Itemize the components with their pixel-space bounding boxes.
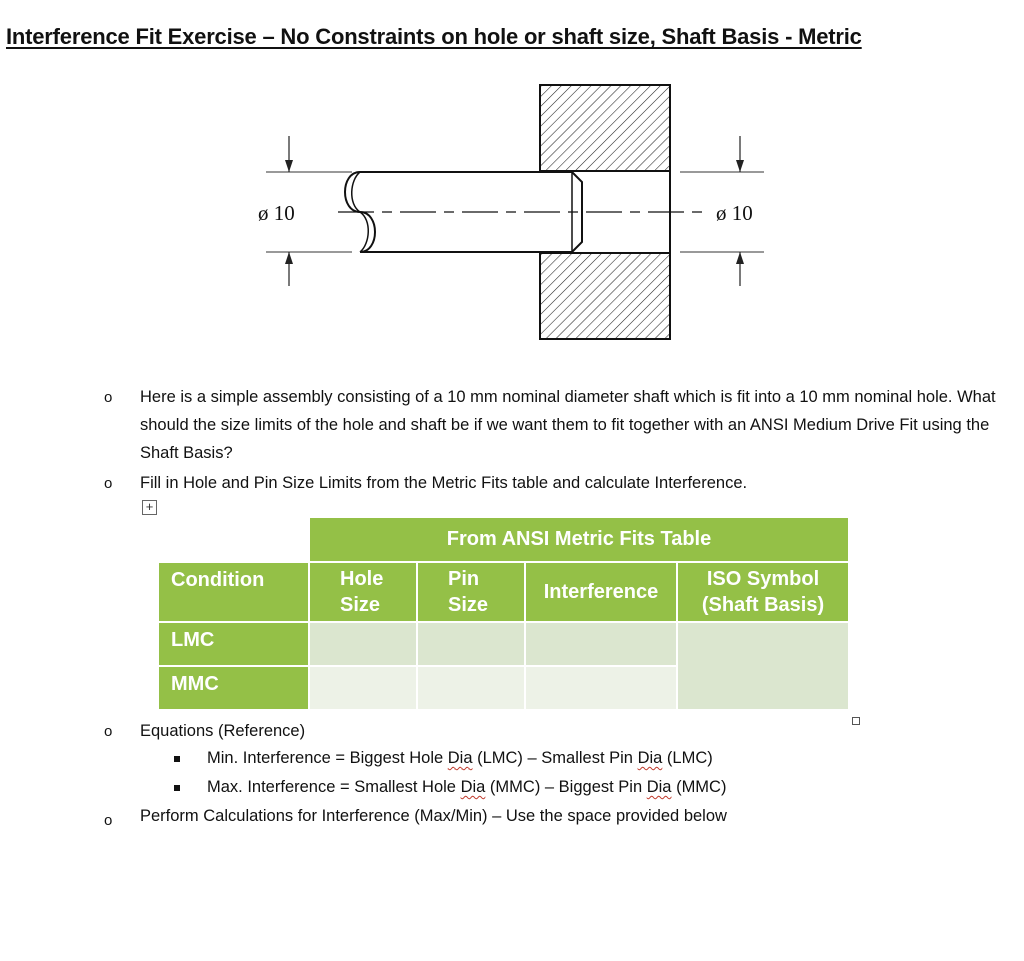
col-pin-label-2: Size (448, 594, 489, 616)
col-hole-label-1: Hole (340, 568, 384, 590)
dim-right-label: ø 10 (716, 201, 753, 225)
col-interference: Interference (526, 563, 676, 621)
bullet-marker: o (104, 389, 113, 406)
bullet-marker: o (104, 723, 113, 740)
col-pin-label-1: Pin (448, 568, 480, 590)
iso-symbol-cell[interactable] (678, 623, 848, 709)
col-iso-symbol (678, 563, 848, 621)
mmc-pin-size-cell[interactable] (418, 667, 524, 709)
shaft-hole-drawing (240, 80, 780, 370)
col-pin-size (418, 563, 524, 621)
square-bullet-icon (174, 756, 180, 762)
col-iso-label-2: (Shaft Basis) (701, 594, 825, 616)
bullet-marker: o (104, 475, 113, 492)
instruction-paragraph: Fill in Hole and Pin Size Limits from the Metric Fits table and calculate Interference. (140, 474, 748, 492)
page-title: Interference Fit Exercise – No Constraints on hole or shaft size, Shaft Basis - Metric (6, 24, 862, 49)
col-hole-size (310, 563, 416, 621)
min-interference-equation: Min. Interference = Biggest Hole Dia (LMC) – Smallest Pin Dia (LMC) (207, 749, 713, 767)
mmc-interference-cell[interactable] (526, 667, 676, 709)
mmc-hole-size-cell[interactable] (310, 667, 416, 709)
lmc-pin-size-cell[interactable] (418, 623, 524, 665)
dim-left-label: ø 10 (258, 201, 295, 225)
lmc-hole-size-cell[interactable] (310, 623, 416, 665)
calculation-instruction: Perform Calculations for Interference (Max/Min) – Use the space provided below (140, 807, 727, 825)
row-label-mmc: MMC (159, 667, 308, 709)
empty-corner-cell (159, 518, 308, 561)
group-header: From ANSI Metric Fits Table (310, 518, 848, 561)
housing-top (540, 85, 670, 171)
max-interference-equation: Max. Interference = Smallest Hole Dia (MMC) – Biggest Pin Dia (MMC) (207, 778, 727, 796)
col-condition: Condition (159, 563, 308, 621)
housing-bottom (540, 253, 670, 339)
fits-table (157, 516, 850, 711)
equations-heading: Equations (Reference) (140, 722, 306, 740)
col-hole-label-2: Size (340, 594, 381, 616)
bullet-marker: o (104, 812, 113, 829)
lmc-interference-cell[interactable] (526, 623, 676, 665)
col-iso-label-1: ISO Symbol (706, 568, 820, 590)
intro-paragraph: Here is a simple assembly consisting of a 10 mm nominal diameter shaft which is fit into a 10 mm nominal hole. What should the size limits of the hole and shaft be if we want them to fit together with an ANSI Medium Drive Fit using the Shaft Basis? (140, 388, 996, 462)
table-move-handle-icon[interactable]: + (142, 500, 157, 515)
square-bullet-icon (174, 785, 180, 791)
row-label-lmc: LMC (159, 623, 308, 665)
